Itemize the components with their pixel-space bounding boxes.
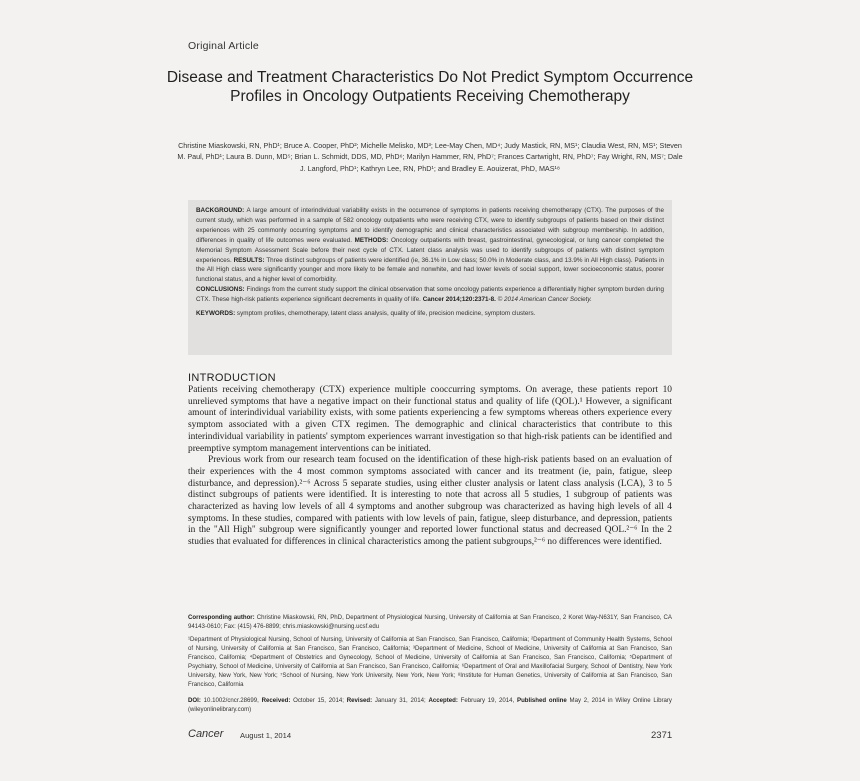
- corresponding-author: [188, 614, 672, 632]
- keywords-text: symptom profiles, chemotherapy, latent class analysis, quality of life, precision medicine, symptom clusters.: [235, 310, 536, 318]
- publication-info: [188, 697, 672, 715]
- corresponding-label: Corresponding author:: [188, 614, 255, 621]
- accepted-label: Accepted:: [428, 697, 458, 704]
- conclusions-label: CONCLUSIONS:: [196, 286, 245, 294]
- received-label: Received:: [261, 697, 291, 704]
- accepted-value: February 19, 2014,: [457, 697, 517, 704]
- doi-value: 10.1002/cncr.28699,: [200, 697, 262, 704]
- intro-paragraph-1: Patients receiving chemotherapy (CTX) experience multiple cooccurring symptoms. On average, these patients report 10 unrelieved symptoms that have a negative impact on their functional status and quality of life (QOL).¹ However, a significant amount of interindividual variability exists, with some patients experiencing a few symptoms whereas others experience every symptom associated with a given CTX regimen. The demographic and clinical characteristics that contribute to this interindividual variability in patients' symptom experiences warrant investigation so that high-risk patients can be identified and preemptive symptom management interventions can be initiated.: [188, 385, 672, 454]
- footer-journal-name: Cancer: [188, 728, 224, 740]
- abstract-text: [196, 206, 664, 305]
- affiliations: ¹Department of Physiological Nursing, School of Nursing, University of California at San Francisco, San Francisco, California; ²Department of Community Health Systems, School of Nursing, University of California at San Francisco, San Francisco, California; ³Department of Medicine, School of Medicine, University of California at San Francisco, San Francisco, California; ⁴Department of Obstetrics and Gynecology, School of Medicine, University of California at San Francisco, San Francisco, California; ⁵Department of Psychiatry, School of Medicine, University of California at San Francisco, San Francisco, California; ⁶Department of Oral and Maxillofacial Surgery, School of Dentistry, New York University, New York, New York; ⁷School of Nursing, New York University, New York, New York; ⁸Institute for Human Genetics, University of California at San Francisco, San Francisco, California: [188, 636, 672, 688]
- methods-label: METHODS:: [354, 236, 389, 244]
- keywords: [196, 309, 664, 319]
- abstract-box: [188, 200, 672, 355]
- author-list: Christine Miaskowski, RN, PhD¹; Bruce A. Cooper, PhD²; Michelle Melisko, MD³; Lee-May Chen, MD⁴; Judy Mastick, RN, MS¹; Claudia West, RN, MS¹; Steven M. Paul, PhD¹; Laura B. Dunn, MD⁵; Brian L. Schmidt, DDS, MD, PhD⁶; Marilyn Hammer, RN, PhD⁷; Frances Cartwright, RN, PhD⁷; Fay Wright, RN, MS⁷; Dale J. Langford, PhD¹; Kathryn Lee, RN, PhD¹; and Bradley E. Aouizerat, PhD, MAS¹⁸: [177, 141, 683, 173]
- introduction-body: [188, 385, 672, 549]
- corresponding-text: Christine Miaskowski, RN, PhD, Department of Physiological Nursing, University of California at San Francisco, 2 Koret Way-N631Y, San Francisco, CA 94143-0610; Fax: (415) 476-8899; chris.miaskowski@nursing.ucsf.edu: [188, 614, 673, 630]
- results-label: RESULTS:: [233, 256, 265, 264]
- citation: Cancer 2014;120:2371-8.: [422, 296, 496, 304]
- conclusions-text: Findings from the current study support the clinical observation that some oncology patients experience a differentially higher symptom burden during CTX. These high-risk patients experience significant decrements in quality of life.: [196, 286, 664, 304]
- background-text: A large amount of interindividual variability exists in the occurrence of symptoms in patients receiving chemotherapy (CTX). The purposes of the current study, which was performed in a sample of 582 oncology outpatients who were receiving CTX, were to identify subgroups of patients based on their distinct experiences with 25 commonly occurring symptoms and to identify demographic and clinical characteristics associated with subgroup membership. In addition, differences in quality of life outcomes were evaluated.: [196, 207, 664, 244]
- keywords-label: KEYWORDS:: [196, 310, 236, 318]
- page-number: 2371: [651, 730, 673, 741]
- results-text: Three distinct subgroups of patients were identified (ie, 36.1% in Low class; 50.0% in Moderate class, and 13.9% in All High class). Patients in the All High class were significantly younger and more likely to be female and nonwhite, and had lower levels of social support, lower socioeconomic status, poorer functional status, and a higher level of comorbidity.: [196, 256, 664, 284]
- revised-label: Revised:: [346, 697, 373, 704]
- methods-text: Oncology outpatients with breast, gastrointestinal, gynecological, or lung cancer completed the Memorial Symptom Assessment Scale before their next cycle of CTX. Latent class analysis was used to identify subgroups of patients with distinct symptom experiences.: [196, 236, 664, 264]
- doi-label: DOI:: [188, 697, 201, 704]
- received-value: October 15, 2014;: [290, 697, 347, 704]
- background-label: BACKGROUND:: [196, 207, 245, 214]
- footer-date: August 1, 2014: [240, 731, 292, 740]
- copyright: © 2014 American Cancer Society.: [495, 296, 592, 304]
- intro-paragraph-2: Previous work from our research team focused on the identification of these high-risk patients based on an evaluation of their experiences with the 4 most common symptoms associated with cancer and its treatment (ie, pain, fatigue, sleep disturbance, and depression).²⁻⁶ Across 5 separate studies, using either cluster analysis or latent class analysis (LCA), 3 to 5 distinct subgroups of patients were identified. It is interesting to note that across all 5 studies, 1 subgroup of patients was characterized as having low levels of all 4 symptoms and another subgroup was characterized as having high levels of all 4 symptoms. In these studies, compared with patients with low levels of pain, fatigue, sleep disturbance, and depression, patients in the "All High" subgroup were significantly younger and reported lower functional status and decreased QOL.²⁻⁶ In the 2 studies that evaluated for differences in clinical characteristics among the patient subgroups,²⁻⁶ no differences were identified.: [188, 455, 672, 548]
- section-label: Original Article: [188, 40, 259, 52]
- published-value: May 2, 2014 in Wiley Online Library (wileyonlinelibrary.com): [188, 697, 672, 713]
- published-label: Published online: [517, 697, 567, 704]
- introduction-heading: INTRODUCTION: [188, 372, 276, 384]
- revised-value: January 31, 2014;: [372, 697, 429, 704]
- article-title: Disease and Treatment Characteristics Do Not Predict Symptom Occurrence Profiles in Oncology Outpatients Receiving Chemotherapy: [166, 69, 694, 105]
